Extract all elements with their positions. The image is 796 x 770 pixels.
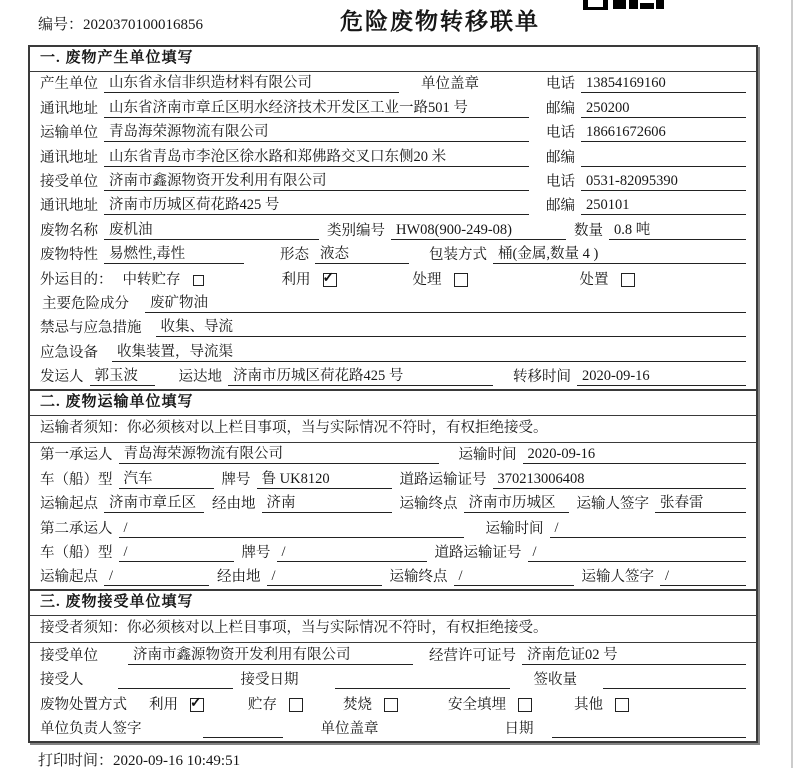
field-label: 接受人 — [40, 672, 84, 689]
checkbox-unchecked-icon — [518, 698, 532, 712]
field-value-underline: 山东省永信非织造材料有限公司 — [104, 74, 399, 93]
section-header: 二. 废物运输单位填写 — [30, 391, 756, 416]
checkbox-checked-icon — [323, 273, 337, 287]
field-label: 车（船）型 — [40, 471, 113, 488]
field-label: 运达地 — [178, 369, 222, 386]
field-value-underline: 郭玉波 — [90, 367, 155, 386]
field-label: 运输起点 — [40, 496, 98, 513]
field-label: 经由地 — [212, 496, 256, 513]
field-label: 运输人签字 — [576, 496, 649, 513]
field-label: 运输终点 — [399, 496, 458, 513]
field-value-underline — [581, 150, 746, 167]
checkbox-unchecked-icon — [193, 275, 204, 286]
form-row — [30, 72, 756, 96]
qr-code-fragment-icon — [583, 0, 665, 10]
checkbox-unchecked-icon — [289, 698, 303, 712]
serial-label: 编号： — [38, 17, 84, 33]
field-value-underline — [603, 672, 746, 689]
field-value-underline: 370213006408 — [493, 470, 747, 489]
field-label: 经营许可证号 — [429, 647, 516, 664]
form-row — [30, 717, 756, 741]
form-row — [30, 692, 756, 716]
field-label: 第二承运人 — [40, 520, 113, 537]
field-value-underline: 张春雷 — [655, 494, 746, 513]
field-value-underline: 山东省青岛市李沧区徐水路和郑佛路交叉口东侧20 米 — [104, 148, 529, 167]
row-right-group — [546, 149, 746, 167]
field-label: 运输时间 — [458, 447, 517, 464]
field-value-underline: 2020-09-16 — [577, 367, 746, 386]
form-row — [30, 243, 756, 267]
field-label: 焚烧 — [343, 696, 372, 713]
field-label: 外运目的： — [40, 271, 113, 288]
field-label: 类别编号 — [327, 222, 385, 239]
field-label: 邮编 — [546, 149, 575, 166]
field-value-underline: 济南市历城区 — [464, 494, 569, 513]
field-value-underline: 250101 — [581, 196, 746, 215]
field-value-underline: 收集、导流 — [156, 318, 747, 337]
form-table — [28, 45, 758, 743]
field-label: 通讯地址 — [40, 149, 98, 166]
field-label: 签收量 — [533, 672, 577, 689]
field-label: 接受单位 — [40, 647, 98, 664]
field-label: 电话 — [546, 125, 575, 142]
qr-block — [656, 0, 664, 9]
form-row — [30, 121, 756, 145]
field-value-underline: 山东省济南市章丘区明水经济技术开发区工业一路501 号 — [104, 99, 529, 118]
field-label: 单位盖章 — [421, 76, 479, 93]
field-label: 形态 — [280, 247, 309, 264]
field-label: 主要危险成分 — [42, 295, 129, 312]
field-value-underline: 18661672606 — [581, 123, 746, 142]
checkbox-unchecked-icon — [384, 698, 398, 712]
form-row — [30, 267, 756, 291]
field-label: 贮存 — [248, 696, 277, 713]
field-label: 单位盖章 — [320, 720, 379, 737]
field-label: 发运人 — [40, 369, 84, 386]
field-label: 处置 — [579, 271, 609, 288]
field-value-underline: 济南市历城区荷花路425 号 — [228, 367, 493, 386]
field-value-underline: 济南市鑫源物资开发利用有限公司 — [128, 646, 413, 665]
field-label: 接受单位 — [40, 173, 98, 190]
field-label: 邮编 — [546, 100, 575, 117]
form-row — [30, 565, 756, 589]
qr-block — [613, 0, 626, 9]
field-value-underline: / — [119, 543, 234, 562]
field-value-underline — [552, 721, 747, 738]
checkbox-unchecked-icon — [615, 698, 629, 712]
field-label: 电话 — [546, 76, 575, 93]
row-right-group — [546, 99, 746, 118]
form-row — [30, 96, 756, 120]
form-row — [30, 516, 756, 540]
form-row — [30, 365, 756, 389]
row-right-group — [546, 74, 746, 93]
field-label: 车（船）型 — [40, 545, 113, 562]
field-label: 禁忌与应急措施 — [40, 320, 142, 337]
field-label: 道路运输证号 — [434, 545, 522, 562]
print-time — [38, 749, 240, 770]
form-row — [30, 668, 756, 692]
field-value-underline: 废机油 — [104, 221, 319, 240]
form-row — [30, 340, 756, 364]
form-row — [30, 467, 756, 491]
form-row — [30, 316, 756, 340]
field-value-underline: 济南市历城区荷花路425 号 — [104, 196, 529, 215]
field-value-underline: / — [454, 567, 574, 586]
field-label: 日期 — [504, 720, 534, 737]
print-time-label: 打印时间： — [38, 753, 114, 769]
field-label: 通讯地址 — [40, 100, 98, 117]
field-value-underline: / — [528, 543, 747, 562]
field-label: 转移时间 — [513, 369, 571, 386]
field-label: 接受日期 — [240, 672, 299, 689]
form-row — [30, 145, 756, 169]
field-value-underline: / — [277, 543, 427, 562]
form-row — [30, 443, 756, 467]
field-value-underline: 青岛海荣源物流有限公司 — [119, 445, 439, 464]
field-value-underline: 13854169160 — [581, 74, 746, 93]
field-label: 运输起点 — [40, 569, 98, 586]
form-section — [30, 589, 756, 741]
print-time-value: 2020-09-16 10:49:51 — [113, 753, 241, 769]
page-title: 危险废物转移联单 — [340, 9, 540, 34]
checkbox-checked-icon — [190, 698, 204, 712]
section-note: 运输者须知：你必须核对以上栏目事项，当与实际情况不符时，有权拒绝接受。 — [30, 416, 756, 443]
row-right-group — [546, 196, 746, 215]
form-row — [30, 292, 756, 316]
field-label: 废物处置方式 — [40, 696, 127, 713]
form-row — [30, 541, 756, 565]
field-value-underline: 济南危证02 号 — [522, 646, 746, 665]
field-value-underline: 2020-09-16 — [523, 445, 747, 464]
field-value-underline: / — [119, 519, 464, 538]
field-value-underline: / — [267, 567, 382, 586]
row-right-group — [546, 172, 746, 191]
section-note: 接受者须知：你必须核对以上栏目事项，当与实际情况不符时，有权拒绝接受。 — [30, 616, 756, 643]
section-header: 三. 废物接受单位填写 — [30, 591, 756, 616]
form-row — [30, 170, 756, 194]
field-value-underline: 青岛海荣源物流有限公司 — [104, 123, 529, 142]
field-label: 单位负责人签字 — [40, 720, 142, 737]
field-label: 邮编 — [546, 198, 575, 215]
qr-finder-block — [583, 0, 608, 10]
field-value-underline: 桶(金属,数量 4 ) — [493, 245, 746, 264]
field-value-underline: 250200 — [581, 99, 746, 118]
field-value-underline: 济南市章丘区 — [104, 494, 204, 513]
qr-block — [629, 0, 638, 9]
field-label: 数量 — [574, 222, 603, 239]
field-value-underline: 鲁 UK8120 — [257, 470, 392, 489]
field-label: 安全填埋 — [448, 696, 506, 713]
field-label: 运输时间 — [485, 520, 544, 537]
field-label: 处理 — [412, 271, 442, 288]
field-value-underline: 0531-82095390 — [581, 172, 746, 191]
field-value-underline: 汽车 — [119, 470, 214, 489]
field-label: 牌号 — [221, 471, 251, 488]
field-value-underline: 液态 — [315, 245, 409, 264]
field-value-underline — [203, 721, 283, 738]
checkbox-unchecked-icon — [454, 273, 468, 287]
field-value-underline — [335, 672, 510, 689]
row-right-group — [546, 123, 746, 142]
form-row — [30, 194, 756, 218]
field-value-underline: / — [660, 567, 746, 586]
field-value-underline: 废矿物油 — [145, 294, 746, 313]
field-label: 第一承运人 — [40, 447, 113, 464]
serial-value: 2020370100016856 — [83, 17, 204, 33]
field-label: 运输人签字 — [581, 569, 654, 586]
field-value-underline: 0.8 吨 — [609, 221, 746, 240]
field-value-underline — [118, 672, 233, 689]
field-label: 其他 — [574, 696, 603, 713]
field-label: 包装方式 — [429, 247, 487, 264]
form-row — [30, 643, 756, 667]
field-value-underline: HW08(900-249-08) — [391, 221, 566, 240]
field-label: 应急设备 — [40, 344, 98, 361]
form-section — [30, 389, 756, 589]
form-row — [30, 492, 756, 516]
field-label: 废物名称 — [40, 222, 98, 239]
field-label: 利用 — [281, 271, 311, 288]
field-label: 运输终点 — [389, 569, 448, 586]
field-label: 经由地 — [217, 569, 261, 586]
field-value-underline: 济南市鑫源物资开发利用有限公司 — [104, 172, 529, 191]
field-value-underline: 济南 — [262, 494, 392, 513]
field-value-underline: / — [550, 519, 747, 538]
form-row — [30, 218, 756, 242]
field-label: 电话 — [546, 173, 575, 190]
field-label: 运输单位 — [40, 125, 98, 142]
field-label: 废物特性 — [40, 247, 98, 264]
field-value-underline: 收集装置，导流渠 — [112, 343, 746, 362]
checkbox-unchecked-icon — [621, 273, 635, 287]
qr-block — [640, 3, 654, 9]
field-label: 利用 — [149, 696, 178, 713]
field-label: 通讯地址 — [40, 198, 98, 215]
form-section — [30, 47, 756, 389]
field-value-underline: / — [104, 567, 209, 586]
field-label: 道路运输证号 — [399, 471, 487, 488]
field-label: 中转贮存 — [122, 271, 181, 288]
page-edge-line — [791, 0, 793, 768]
section-header: 一. 废物产生单位填写 — [30, 47, 756, 72]
field-value-underline: 易燃性,毒性 — [104, 245, 244, 264]
field-label: 牌号 — [241, 545, 271, 562]
field-label: 产生单位 — [40, 76, 98, 93]
